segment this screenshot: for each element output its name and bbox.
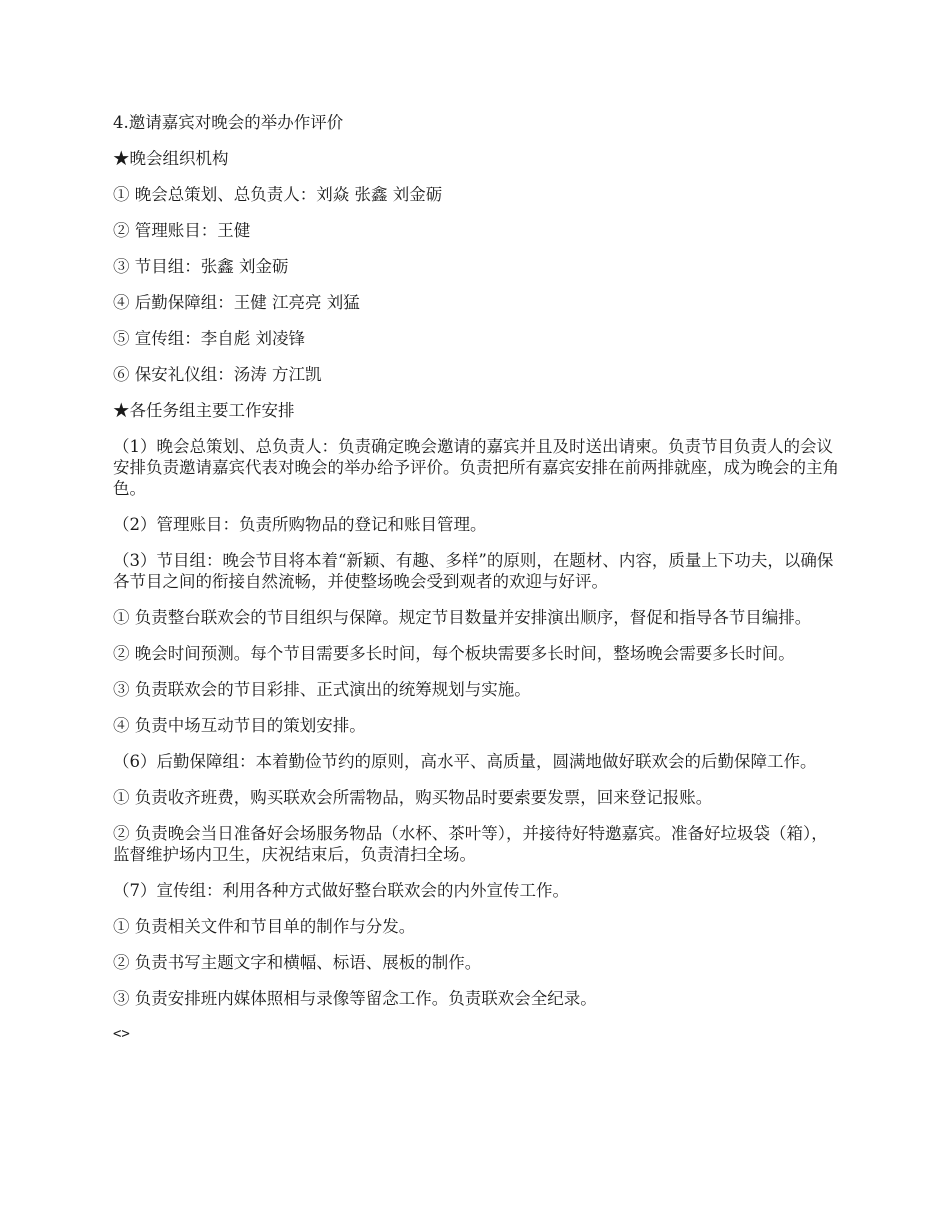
paragraph: ② 负责晚会当日准备好会场服务物品（水杯、茶叶等），并接待好特邀嘉宾。准备好垃圾袋（箱），监督维护场内卫生，庆祝结束后，负责清扫全场。 — [113, 824, 828, 864]
paragraph: （3）节目组：晚会节目将本着“新颖、有趣、多样”的原则，在题材、内容，质量上下功夫，以确保各节目之间的衔接自然流畅，并使整场晚会受到观者的欢迎与好评。 — [113, 551, 834, 591]
paragraph: ⑥ 保安礼仪组：汤涛 方江凯 — [113, 365, 322, 384]
paragraph: （7）宣传组：利用各种方式做好整台联欢会的内外宣传工作。 — [113, 881, 569, 900]
section-heading: ★各任务组主要工作安排 — [113, 401, 295, 420]
trailing-marker: <> — [113, 1026, 130, 1042]
paragraph: ① 负责相关文件和节目单的制作与分发。 — [113, 917, 416, 936]
document-body — [113, 112, 843, 1060]
paragraph: ④ 后勤保障组：王健 江亮亮 刘猛 — [113, 293, 360, 312]
paragraph: ④ 负责中场互动节目的策划安排。 — [113, 716, 366, 735]
paragraph: ① 晚会总策划、总负责人：刘焱 张鑫 刘金砺 — [113, 185, 443, 204]
paragraph: ② 负责书写主题文字和横幅、标语、展板的制作。 — [113, 953, 482, 972]
section-heading: ★晚会组织机构 — [113, 149, 229, 168]
paragraph: 4.邀请嘉宾对晚会的举办作评价 — [113, 113, 344, 132]
paragraph: ⑤ 宣传组：李自彪 刘凌锋 — [113, 329, 305, 348]
paragraph: （2）管理账目：负责所购物品的登记和账目管理。 — [113, 515, 487, 534]
paragraph: （1）晚会总策划、总负责人：负责确定晚会邀请的嘉宾并且及时送出请柬。负责节目负责人的会议安排负责邀请嘉宾代表对晚会的举办给予评价。负责把所有嘉宾安排在前两排就座，成为晚会的主角色。 — [113, 437, 839, 498]
paragraph: ① 负责收齐班费，购买联欢会所需物品，购买物品时要索要发票，回来登记报账。 — [113, 788, 713, 807]
paragraph: ③ 节目组：张鑫 刘金砺 — [113, 257, 289, 276]
paragraph: ② 晚会时间预测。每个节目需要多长时间，每个板块需要多长时间，整场晚会需要多长时间。 — [113, 644, 795, 663]
paragraph: （6）后勤保障组：本着勤俭节约的原则，高水平、高质量，圆满地做好联欢会的后勤保障工作。 — [113, 752, 817, 771]
paragraph: ① 负责整台联欢会的节目组织与保障。规定节目数量并安排演出顺序，督促和指导各节目编排。 — [113, 608, 812, 627]
paragraph: ② 管理账目：王健 — [113, 221, 251, 240]
paragraph: ③ 负责联欢会的节目彩排、正式演出的统筹规划与实施。 — [113, 680, 531, 699]
paragraph: ③ 负责安排班内媒体照相与录像等留念工作。负责联欢会全纪录。 — [113, 989, 597, 1008]
